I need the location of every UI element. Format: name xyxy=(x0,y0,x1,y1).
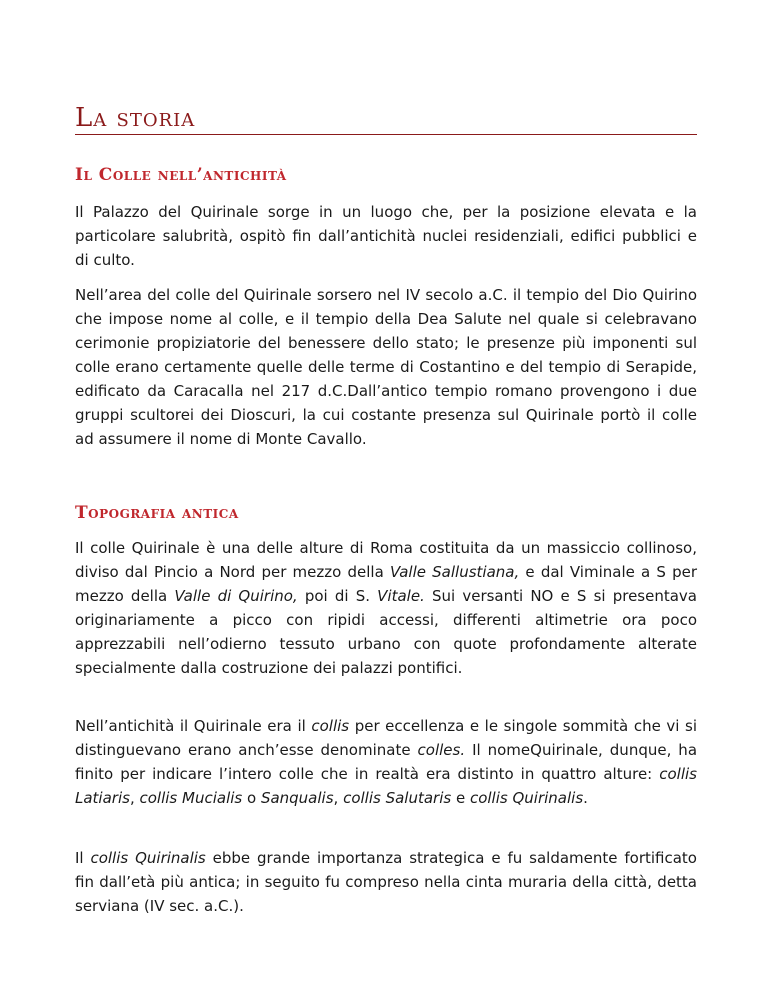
paragraph: Nell’area del colle del Quirinale sorsero nel IV secolo a.C. il tempio del Dio Quirino che impose nome al colle, e il tempio della Dea Salute nel quale si celebravano cerimonie propiziatorie del benessere dello stato; le presenze più imponenti sul colle erano certamente quelle delle terme di Costantino e del tempio di Serapide, edificato da Caracalla nel 217 d.C.Dall’antico tempio romano provengono i due gruppi scultorei dei Dioscuri, la cui costante presenza sul Quirinale portò il colle ad assumere il nome di Monte Cavallo. xyxy=(75,286,697,448)
paragraph: Il colle Quirinale è una delle alture di Roma costituita da un massiccio collinoso, diviso dal Pincio a Nord per mezzo della Valle Sallustiana, e dal Viminale a S per mezzo della Valle di Quirino, poi di S. Vitale. Sui versanti NO e S si presentava originariamente a picco con ripidi accessi, differenti altimetrie ora poco apprezzabili nell’odierno tessuto urbano con quote profondamente alterate specialmente dalla costruzione dei palazzi pontifici. xyxy=(75,539,697,677)
paragraph: Nell’antichità il Quirinale era il collis per eccellenza e le singole sommità che vi si distinguevano erano anch’esse denominate colles. Il nomeQuirinale, dunque, ha finito per indicare l’intero colle che in realtà era distinto in quattro alture: collis Latiaris, collis Mucialis o Sanqualis, collis Salutaris e collis Quirinalis. xyxy=(75,717,698,807)
paragraph: Il collis Quirinalis ebbe grande importanza strategica e fu saldamente fortificato fin dall’età più antica; in seguito fu compreso nella cinta muraria della città, detta serviana (IV sec. a.C.). xyxy=(75,849,697,915)
page-title: La storia xyxy=(75,102,697,135)
section-heading-topografia: Topografia antica xyxy=(75,503,239,523)
section-heading-antichita: Il Colle nell’antichità xyxy=(75,165,287,185)
paragraph: Il Palazzo del Quirinale sorge in un luogo che, per la posizione elevata e la particolare salubrità, ospitò fin dall’antichità nuclei residenziali, edifici pubblici e di culto. xyxy=(75,203,697,269)
